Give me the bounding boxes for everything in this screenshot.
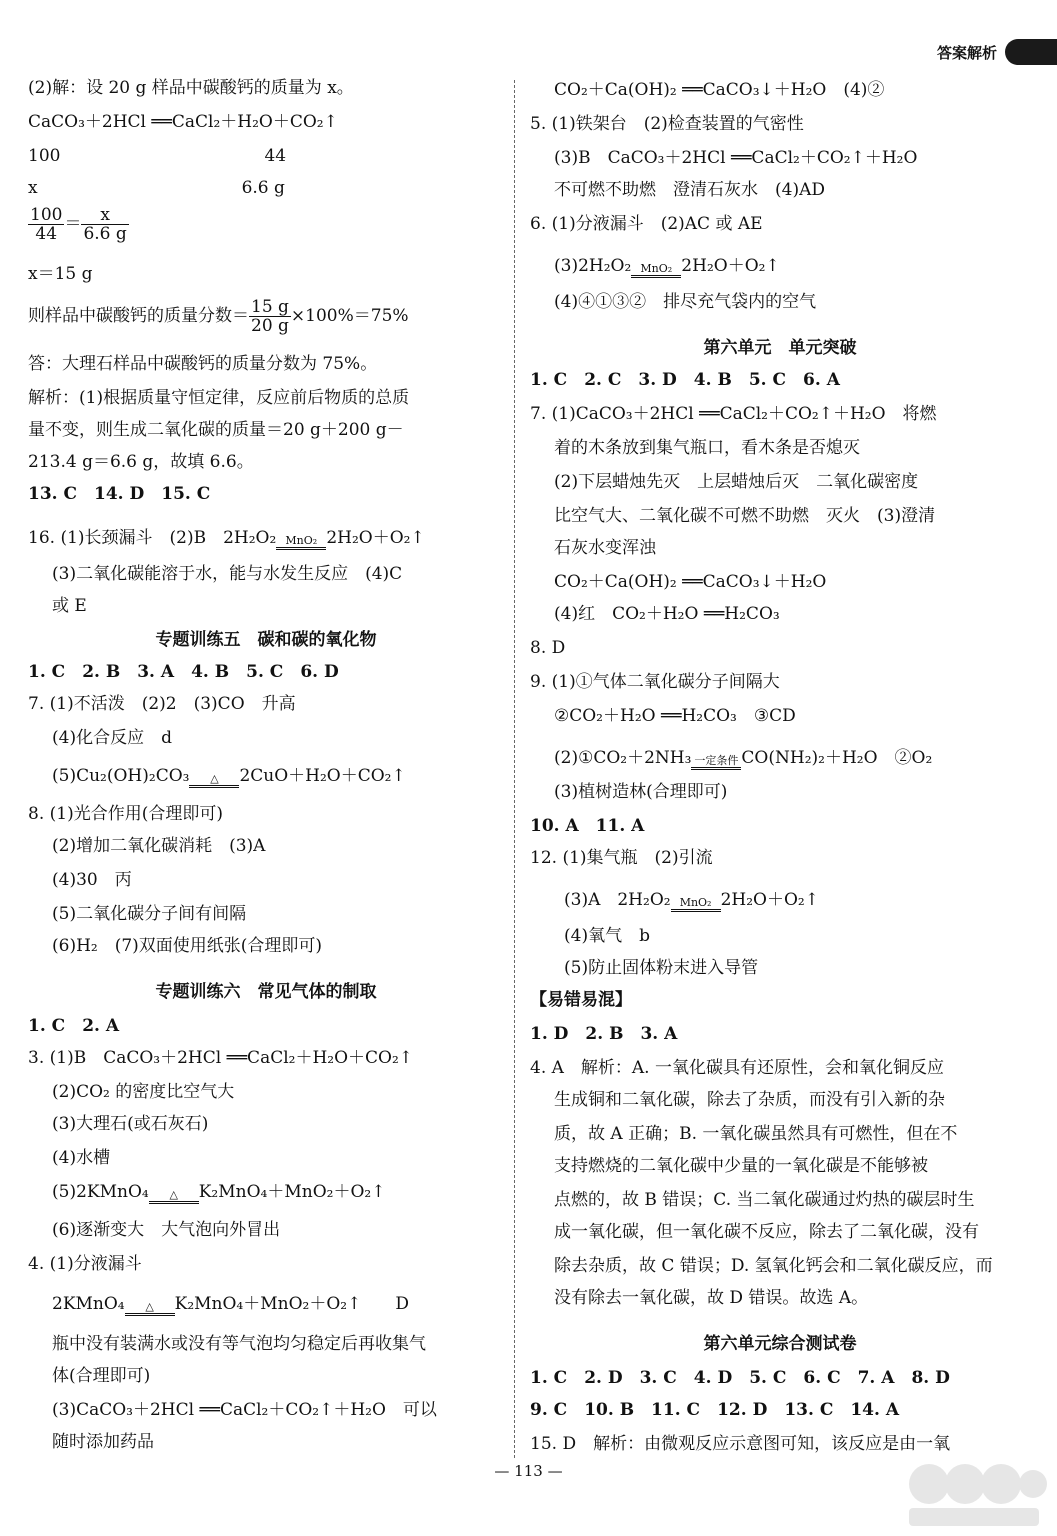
text-line: (5)防止固体粉末进入导管 [564,958,759,978]
page-header [937,38,1057,66]
reaction-equation: (5)2KMnO₄ △ K₂MnO₄＋MnO₂＋O₂↑ [52,1182,386,1202]
text-line: 体(合理即可) [52,1366,151,1386]
text-line: (5)二氧化碳分子间有间隔 [52,904,247,924]
text-line: 4. (1)分液漏斗 [28,1254,142,1274]
ratio-equation: $\frac{100}{44}$ ＝ $\frac{x}{6.6 g}$ [30,205,127,244]
reaction-equation: 16. (1)长颈漏斗 (2)B 2H₂O₂ MnO₂ 2H₂O＋O₂↑ [28,528,425,548]
text-line: 点燃的，故 B 错误；C. 当二氧化碳通过灼热的碳层时生 [554,1190,975,1210]
text-line: (3)二氧化碳能溶于水，能与水发生反应 (4)C [52,564,403,584]
text-line: 8. D [530,638,566,658]
text-line: (4)水槽 [52,1148,111,1168]
answer-line: 13. C 14. D 15. C [28,484,211,504]
fraction: $\frac{100}{44}$ [30,205,63,244]
text-line: 不可燃不助燃 澄清石灰水 (4)AD [554,180,825,200]
text-line: x＝15 g [28,264,93,284]
text-line: 瓶中没有装满水或没有等气泡均匀稳定后再收集气 [52,1334,426,1354]
text-line: (4)化合反应 d [52,728,172,748]
text-line: 100 44 [28,146,287,166]
answer-line: 1. D 2. B 3. A [530,1024,678,1044]
text-line: (2)下层蜡烛先灭 上层蜡烛后灭 二氧化碳密度 [554,472,919,492]
header-title: 答案解析 [936,43,997,62]
header-tab-marker [1005,39,1057,65]
text-line: CO₂＋Ca(OH)₂ ══CaCO₃↓＋H₂O (4)② [554,80,885,100]
text-line: 石灰水变浑浊 [554,538,656,558]
text-line: 没有除去一氧化碳，故 D 错误。故选 A。 [554,1288,869,1308]
answer-line: 9. C 10. B 11. C 12. D 13. C 14. A [530,1400,900,1420]
text-line: (2)解：设 20 g 样品中碳酸钙的质量为 x。 [28,78,354,98]
reaction-equation: 2KMnO₄ △ K₂MnO₄＋MnO₂＋O₂↑ D [52,1294,409,1314]
text-line: (4)氧气 b [564,926,650,946]
text-line: (6)逐渐变大 大气泡向外冒出 [52,1220,281,1240]
text-line: (2)CO₂ 的密度比空气大 [52,1082,235,1102]
text-line: 5. (1)铁架台 (2)检查装置的气密性 [530,114,804,134]
answer-line: 1. C 2. D 3. C 4. D 5. C 6. C 7. A 8. D [530,1368,950,1388]
subsection-label: 【易错易混】 [530,990,632,1010]
percentage-equation: 则样品中碳酸钙的质量分数＝ $\frac{15 g}{20 g}$ ×100%＝75% [28,297,409,336]
text-line: 答：大理石样品中碳酸钙的质量分数为 75%。 [28,354,378,374]
answer-line: 1. C 2. C 3. D 4. B 5. C 6. A [530,370,840,390]
text-line: 213.4 g＝6.6 g，故填 6.6。 [28,452,254,472]
answer-line: 1. C 2. B 3. A 4. B 5. C 6. D [28,662,339,682]
text-line: 随时添加药品 [52,1432,154,1452]
text-line: 6. (1)分液漏斗 (2)AC 或 AE [530,214,763,234]
answer-line: 10. A 11. A [530,816,645,836]
column-divider [514,80,515,1458]
text-line: (3)B CaCO₃＋2HCl ══CaCl₂＋CO₂↑＋H₂O [554,148,918,168]
text-line: 7. (1)CaCO₃＋2HCl ══CaCl₂＋CO₂↑＋H₂O 将燃 [530,404,937,424]
text-line: 量不变，则生成二氧化碳的质量＝20 g＋200 g－ [28,420,404,440]
text-line: 质，故 A 正确；B. 一氧化碳虽然具有可燃性，但在不 [554,1124,958,1144]
answer-line: 1. C 2. A [28,1016,120,1036]
page-number: — 113 — [494,1462,563,1480]
text-line: (4)红 CO₂＋H₂O ══H₂CO₃ [554,604,780,624]
fraction: $\frac{15 g}{20 g}$ [251,297,289,336]
text-line: 除去杂质，故 C 错误；D. 氢氧化钙会和二氧化碳反应，而 [554,1256,993,1276]
text-line: CaCO₃＋2HCl ══CaCl₂＋H₂O＋CO₂↑ [28,112,338,132]
fraction: $\frac{x}{6.6 g}$ [83,205,127,244]
text-line: 比空气大、二氧化碳不可燃不助燃 灭火 (3)澄清 [554,506,936,526]
text-line: 生成铜和二氧化碳，除去了杂质，而没有引入新的杂 [554,1090,945,1110]
text-line: (3)植树造林(合理即可) [554,782,728,802]
text-line: ②CO₂＋H₂O ══H₂CO₃ ③CD [554,706,796,726]
reaction-equation: (2)①CO₂＋2NH₃ 一定条件 CO(NH₂)₂＋H₂O ②O₂ [554,748,933,768]
section-title: 第六单元综合测试卷 [703,1334,857,1354]
text-line: 3. (1)B CaCO₃＋2HCl ══CaCl₂＋H₂O＋CO₂↑ [28,1048,414,1068]
reaction-equation: (3)A 2H₂O₂ MnO₂ 2H₂O＋O₂↑ [564,890,819,910]
text-line: 支持燃烧的二氧化碳中少量的一氧化碳是不能够被 [554,1156,928,1176]
section-title: 专题训练五 碳和碳的氧化物 [155,630,377,650]
text-line: (6)H₂ (7)双面使用纸张(合理即可) [52,936,323,956]
reaction-equation: (3)2H₂O₂ MnO₂ 2H₂O＋O₂↑ [554,256,780,276]
text-line: 4. A 解析：A. 一氧化碳具有还原性，会和氧化铜反应 [530,1058,944,1078]
text-line: CO₂＋Ca(OH)₂ ══CaCO₃↓＋H₂O [554,572,827,592]
text-line: 解析：(1)根据质量守恒定律，反应前后物质的总质 [28,388,410,408]
text-line: (4)30 丙 [52,870,132,890]
text-line: 12. (1)集气瓶 (2)引流 [530,848,713,868]
watermark-logo [899,1456,1049,1532]
section-title: 第六单元 单元突破 [703,338,857,358]
text-line: 着的木条放到集气瓶口，看木条是否熄灭 [554,438,860,458]
text-line: 15. D 解析：由微观反应示意图可知，该反应是由一氧 [530,1434,951,1454]
section-title: 专题训练六 常见气体的制取 [155,982,377,1002]
text-line: (3)大理石(或石灰石) [52,1114,209,1134]
text-line: (4)④①③② 排尽充气袋内的空气 [554,292,817,312]
text-line: 或 E [52,596,87,616]
text-line: (2)增加二氧化碳消耗 (3)A [52,836,266,856]
text-line: 7. (1)不活泼 (2)2 (3)CO 升高 [28,694,296,714]
text-line: 8. (1)光合作用(合理即可) [28,804,223,824]
text-line: 成一氧化碳，但一氧化碳不反应，除去了二氧化碳，没有 [554,1222,979,1242]
reaction-equation: (5)Cu₂(OH)₂CO₃ △ 2CuO＋H₂O＋CO₂↑ [52,766,406,786]
text-line: x 6.6 g [28,178,285,198]
text-line: 9. (1)①气体二氧化碳分子间隔大 [530,672,780,692]
text-line: (3)CaCO₃＋2HCl ══CaCl₂＋CO₂↑＋H₂O 可以 [52,1400,437,1420]
